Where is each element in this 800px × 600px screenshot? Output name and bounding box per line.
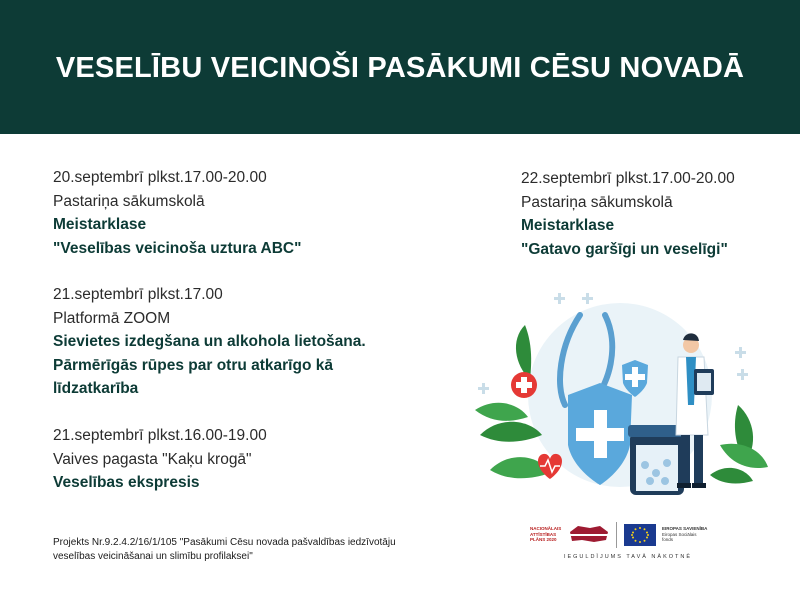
event-3-datetime: 21.septembrī plkst.16.00-19.00 [53,427,267,444]
nap-line-1: NACIONĀLAIS [530,526,562,531]
event-1-name: "Veselības veicinoša uztura ABC" [53,239,302,257]
event-4 [521,167,735,261]
esf-line-2: Eiropas Sociālais [662,531,697,537]
event-1-type: Meistarklase [53,216,147,233]
eu-flag-logo [624,524,656,546]
event-4-datetime: 22.septembrī plkst.17.00-20.00 [521,170,735,187]
health-illustration [470,285,770,505]
event-4-name: "Gatavo garšīgi un veselīgi" [521,240,728,258]
funding-logos [528,518,728,564]
event-2-name-line-1: Sievietes izdegšana un alkohola lietošana. [53,333,366,350]
nap-line-3: PLĀNS 2020 [530,537,557,542]
event-3 [53,424,267,495]
event-4-type: Meistarklase [521,217,615,234]
event-1-place: Pastariņa sākumskolā [53,192,205,210]
nap-logo-text [530,526,561,543]
esf-line-1: EIROPAS SAVIENĪBA [662,526,708,531]
event-2-name-line-2: Pārmērīgās rūpes par otru atkarīgo kā [53,356,333,374]
event-1 [53,166,301,260]
page-title: VESELĪBU VEICINOŠI PASĀKUMI CĒSU NOVADĀ [55,52,745,84]
logo-divider [616,522,617,548]
esf-line-3: fonds [662,537,674,542]
event-2-place: Platformā ZOOM [53,309,171,327]
event-3-place: Vaives pagasta "Kaķu krogā" [53,450,252,468]
latvia-map-logo [568,524,610,544]
leaves-right [710,405,768,483]
event-2-name-line-3: līdzatkarība [53,380,139,397]
project-footnote: Projekts Nr.9.2.4.2/16/1/105 "Pasākumi Cēsu novada pašvaldības iedzīvotāju veselības veicināšanai un slimību profilaksei" [53,537,396,562]
event-2 [53,283,366,401]
logo-tagline: IEGULDĪJUMS TAVĀ NĀKOTNĒ [563,554,693,560]
event-3-name: Veselības ekspresis [53,474,200,491]
esf-logo-text [662,526,707,543]
nap-line-2: ATTĪSTĪBAS [530,531,557,537]
event-1-datetime: 20.septembrī plkst.17.00-20.00 [53,169,267,186]
event-2-datetime: 21.septembrī plkst.17.00 [53,286,223,303]
event-4-place: Pastariņa sākumskolā [521,193,673,211]
